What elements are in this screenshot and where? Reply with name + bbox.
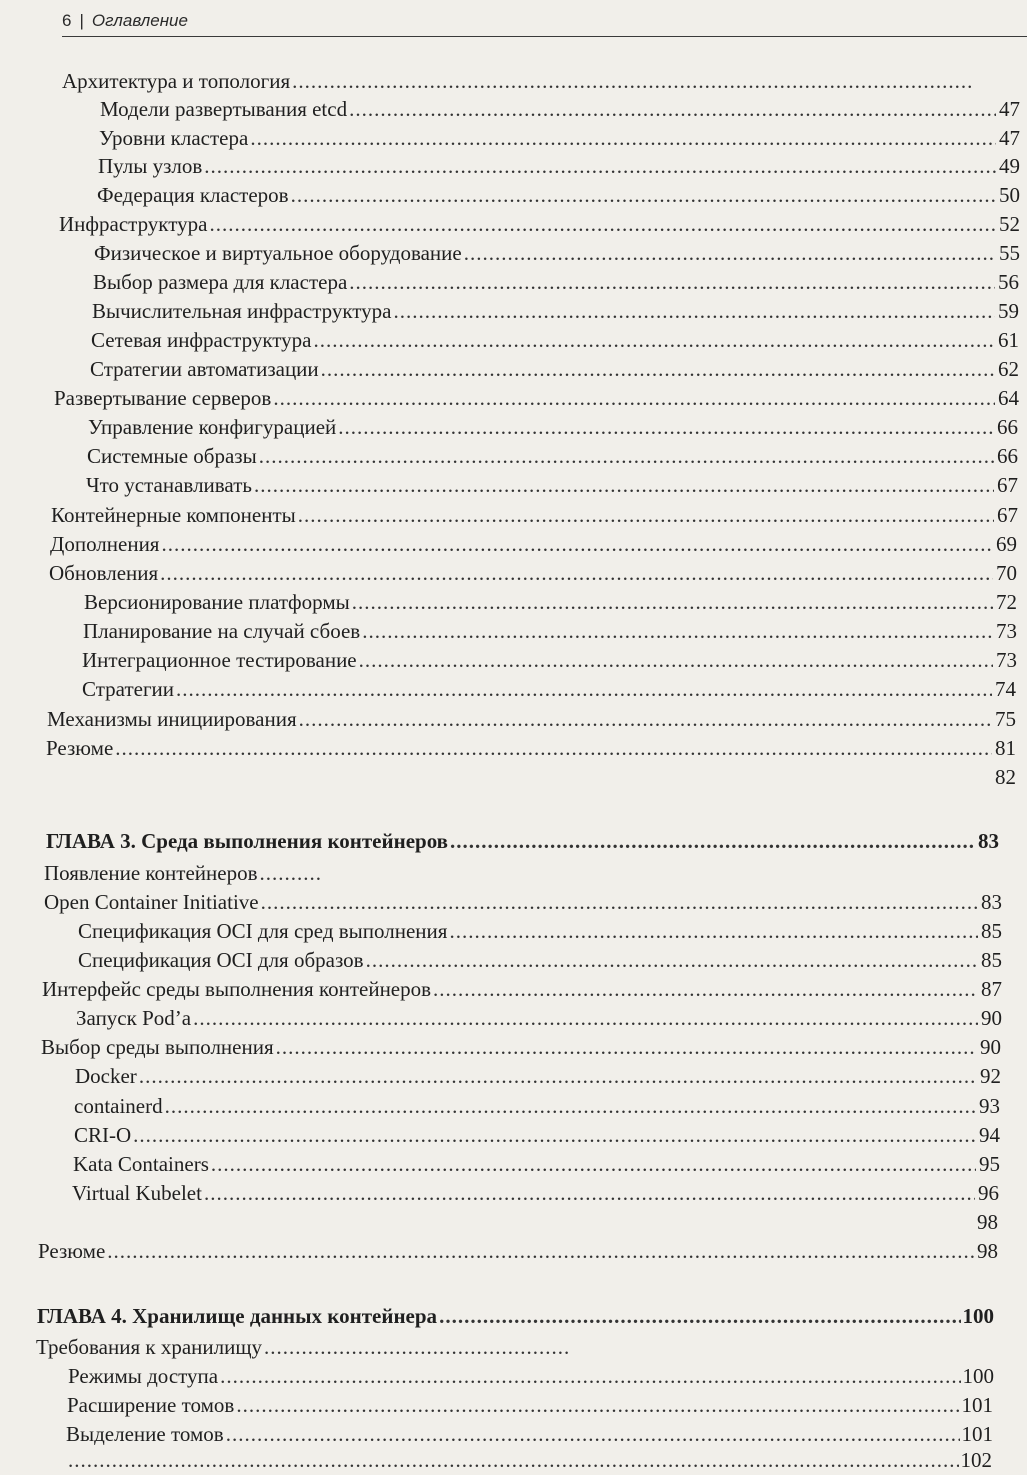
leader-dots	[366, 945, 978, 975]
page-header	[62, 6, 1027, 36]
leader-dots	[349, 94, 996, 124]
leader-dots	[260, 858, 321, 888]
leader-dots	[211, 1149, 976, 1179]
leader-dots	[160, 558, 993, 588]
leader-dots	[299, 704, 992, 734]
leader-dots	[313, 325, 995, 355]
toc-chapter[interactable]: ГЛАВА 4. Хранилище данных контейнера ..... 100	[37, 1301, 994, 1331]
leader-dots	[236, 1390, 959, 1420]
toc-entry[interactable]: containerd ..... 93	[74, 1091, 1000, 1121]
leader-dots	[165, 1091, 976, 1121]
toc-entry[interactable]: Версионирование платформы ..... 72	[84, 587, 1017, 617]
leader-dots	[321, 354, 995, 384]
toc-entry[interactable]: Системные образы ..... 66	[87, 441, 1018, 471]
toc-chapter[interactable]: ГЛАВА 3. Среда выполнения контейнеров ..... 83	[46, 826, 999, 856]
toc-entry[interactable]: CRI-O ..... 94	[74, 1120, 1000, 1150]
leader-dots	[220, 1361, 960, 1391]
leader-dots	[161, 529, 993, 559]
leader-dots	[254, 470, 994, 500]
toc-entry[interactable]: Уровни кластера ..... 47	[99, 123, 1020, 153]
leader-dots	[298, 500, 994, 530]
leader-dots	[464, 238, 996, 268]
toc-entry[interactable]: Выбор размера для кластера ..... 56	[93, 267, 1019, 297]
toc-entry[interactable]: Интеграционное тестирование ..... 73	[82, 645, 1017, 675]
toc-entry[interactable]: Резюме ..... 98	[38, 1236, 998, 1266]
toc-entry[interactable]: Запуск Pod’a ..... 90	[76, 1003, 1002, 1033]
toc-entry[interactable]: Режимы доступа ..... 100	[68, 1361, 994, 1391]
toc-entry[interactable]: Федерация кластеров ..... 50	[97, 180, 1020, 210]
leader-dots	[209, 209, 996, 239]
toc-entry[interactable]: Выделение томов ..... 101	[66, 1419, 993, 1449]
page-number: 6	[62, 11, 72, 30]
toc-entry[interactable]: Модели развертывания etcd ..... 47	[100, 94, 1020, 124]
toc-entry[interactable]: Virtual Kubelet ..... 96	[72, 1178, 999, 1208]
leader-dots	[264, 1332, 568, 1362]
leader-dots	[204, 1178, 975, 1208]
leader-dots	[338, 412, 994, 442]
toc-entry[interactable]: Спецификация OCI для сред выполнения ..... 85	[78, 916, 1002, 946]
leader-dots	[259, 441, 994, 471]
leader-dots	[107, 1236, 974, 1266]
leader-dots	[349, 267, 995, 297]
toc-entry[interactable]: Выбор среды выполнения ..... 90	[41, 1032, 1001, 1062]
leader-dots	[362, 616, 993, 646]
toc-entry[interactable]: Интерфейс среды выполнения контейнеров ..... 87	[42, 974, 1002, 1004]
toc-entry[interactable]: Управление конфигурацией ..... 66	[88, 412, 1018, 442]
leader-dots	[359, 645, 993, 675]
toc-entry[interactable]: Что устанавливать ..... 67	[86, 470, 1018, 500]
toc-entry[interactable]: Стратегии ..... 74	[82, 674, 1016, 704]
toc-entry[interactable]: Развертывание серверов ..... 64	[54, 383, 1019, 413]
toc-entry[interactable]: Вычислительная инфраструктура ..... 59	[92, 296, 1019, 326]
leader-dots	[276, 1032, 977, 1062]
toc-entry[interactable]: Обновления ..... 70	[49, 558, 1017, 588]
toc-entry[interactable]: Механизмы инициирования ..... 75	[47, 704, 1016, 734]
leader-dots	[292, 66, 971, 96]
header-rule	[62, 36, 1027, 37]
toc-entry: 98	[977, 1210, 998, 1234]
toc-entry[interactable]: Дополнения ..... 69	[50, 529, 1017, 559]
leader-dots	[394, 296, 995, 326]
leader-dots	[439, 1301, 960, 1331]
toc-entry[interactable]: Архитектура и топология .....	[62, 66, 995, 96]
leader-dots	[176, 674, 992, 704]
leader-dots	[352, 587, 993, 617]
leader-dots	[433, 974, 978, 1004]
header-separator: |	[79, 11, 84, 30]
toc-entry[interactable]: Docker ..... 92	[75, 1061, 1001, 1091]
toc-entry: ..... 102	[66, 1445, 992, 1475]
toc-entry[interactable]: Резюме ..... 81	[46, 733, 1016, 763]
leader-dots	[68, 1445, 959, 1475]
leader-dots	[449, 916, 978, 946]
toc-entry[interactable]: Появление контейнеров .....	[44, 858, 344, 888]
toc-entry[interactable]: Планирование на случай сбоев ..... 73	[83, 616, 1017, 646]
leader-dots	[273, 383, 995, 413]
toc-entry[interactable]: Стратегии автоматизации ..... 62	[90, 354, 1019, 384]
leader-dots	[291, 180, 996, 210]
toc-entry[interactable]: Kata Containers ..... 95	[73, 1149, 1000, 1179]
toc-entry[interactable]: Контейнерные компоненты ..... 67	[51, 500, 1018, 530]
leader-dots	[193, 1003, 978, 1033]
leader-dots	[133, 1120, 976, 1150]
leader-dots	[139, 1061, 977, 1091]
leader-dots	[115, 733, 992, 763]
toc-entry[interactable]: Физическое и виртуальное оборудование ..... 55	[94, 238, 1020, 268]
toc-entry[interactable]: Инфраструктура ..... 52	[59, 209, 1020, 239]
leader-dots	[261, 887, 978, 917]
leader-dots	[250, 123, 996, 153]
toc-entry[interactable]: Расширение томов ..... 101	[67, 1390, 993, 1420]
toc-entry[interactable]: Open Container Initiative ..... 83	[44, 887, 1002, 917]
toc-entry[interactable]: Сетевая инфраструктура ..... 61	[91, 325, 1019, 355]
leader-dots	[450, 826, 975, 856]
leader-dots	[204, 151, 996, 181]
toc-entry: 82	[995, 765, 1016, 789]
section-title: Оглавление	[91, 11, 188, 30]
toc-entry[interactable]: Спецификация OCI для образов ..... 85	[78, 945, 1002, 975]
toc-entry[interactable]: Пулы узлов ..... 49	[98, 151, 1020, 181]
toc-entry[interactable]: Требования к хранилищу .....	[36, 1332, 592, 1362]
